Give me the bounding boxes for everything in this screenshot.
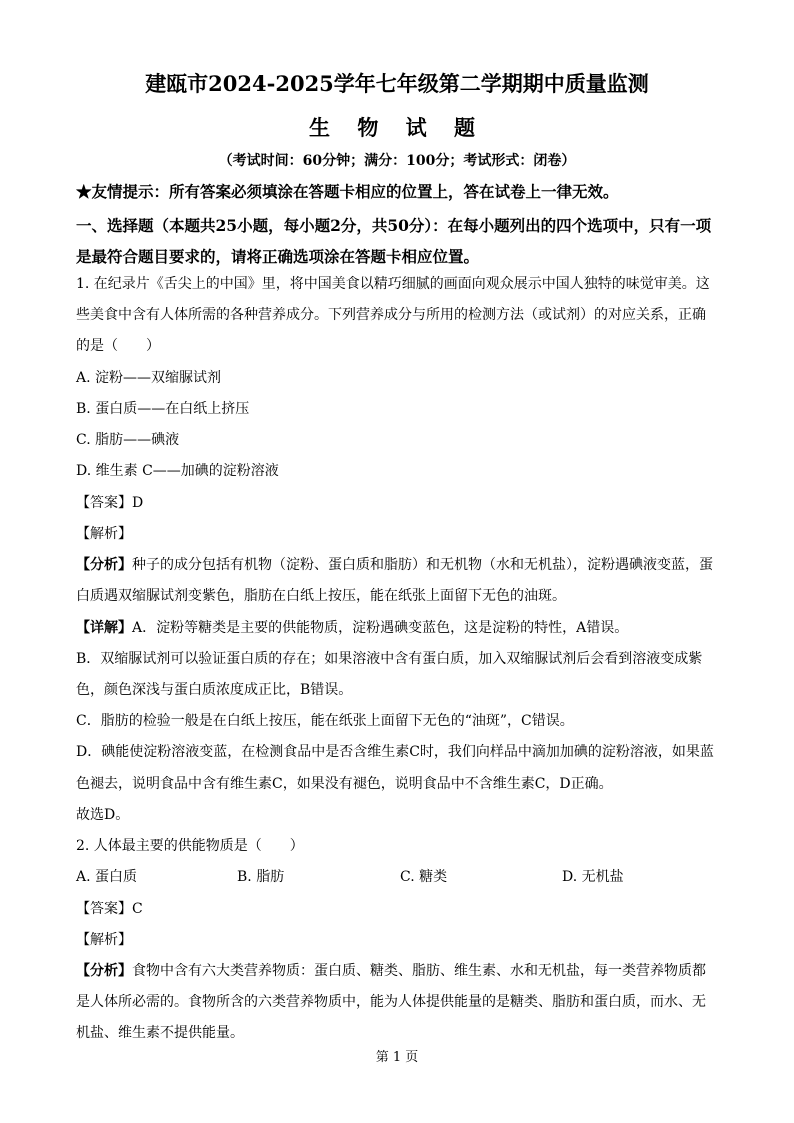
q1-option-b: B. 蛋白质——在白纸上挤压 xyxy=(76,401,250,417)
exam-title: 建瓯市2024-2025学年七年级第二学期期中质量监测 xyxy=(145,71,649,96)
q2-fenxi-line-3: 机盐、维生素不提供能量。 xyxy=(76,1025,244,1041)
q1-xiangjie-line-3: 色，颜色深浅与蛋白质浓度成正比，B错误。 xyxy=(76,682,353,698)
q2-stem: 2. 人体最主要的供能物质是（ ） xyxy=(76,838,304,854)
fenxi-tag: 【分析】 xyxy=(76,963,132,979)
q1-conclusion: 故选D。 xyxy=(76,807,130,823)
section-heading: 一、选择题（本题共25小题，每小题2分，共50分）：在每小题列出的四个选项中，只有一项是最符合题目要求的，请将正确选项涂在答题卡相应位置。 xyxy=(76,216,712,266)
q1-option-c: C. 脂肪——碘液 xyxy=(76,432,180,448)
q1-xiangjie-line-5: D．碘能使淀粉溶液变蓝，在检测食品中是否含维生素C时，我们向样品中滴加加碘的淀粉溶液，如果蓝 xyxy=(76,744,714,760)
friendly-tip: ★友情提示：所有答案必须填涂在答题卡相应的位置上，答在试卷上一律无效。 xyxy=(76,182,619,201)
q2-answer: 【答案】C xyxy=(76,901,143,917)
q2-analysis-label: 【解析】 xyxy=(76,932,132,948)
q1-fenxi-line-1 xyxy=(76,555,713,575)
q1-answer: 【答案】D xyxy=(76,495,144,511)
q2-option-a: A. 蛋白质 xyxy=(76,869,138,885)
q1-fenxi-line-2: 白质遇双缩脲试剂变紫色，脂肪在白纸上按压，能在纸张上面留下无色的油斑。 xyxy=(76,588,566,604)
q2-fenxi-line-1 xyxy=(76,961,706,981)
q2-option-b: B. 脂肪 xyxy=(237,869,285,885)
q1-xiangjie-line-1 xyxy=(76,618,628,638)
exam-info: （考试时间：60分钟；满分：100分；考试形式：闭卷） xyxy=(218,153,576,169)
q1-analysis-label: 【解析】 xyxy=(76,526,132,542)
q2-option-c: C. 糖类 xyxy=(400,869,448,885)
subject-title: 生 物 试 题 xyxy=(309,115,485,140)
q1-xiangjie-line-2: B．双缩脲试剂可以验证蛋白质的存在；如果溶液中含有蛋白质，加入双缩脲试剂后会看到溶液变成紫 xyxy=(76,651,703,667)
q1-xiangjie-line-6: 色褪去，说明食品中含有维生素C，如果没有褪色，说明食品中不含维生素C，D正确。 xyxy=(76,776,613,792)
q2-fenxi-line-2: 是人体所必需的。食物所含的六类营养物质中，能为人体提供能量的是糖类、脂肪和蛋白质，而水、无 xyxy=(76,994,706,1010)
q1-stem-line-3: 的是（ ） xyxy=(76,338,160,354)
xiangjie-text: A．淀粉等糖类是主要的供能物质，淀粉遇碘变蓝色，这是淀粉的特性，A错误。 xyxy=(132,620,629,636)
page-number: 第 1 页 xyxy=(375,1050,419,1065)
fenxi-tag: 【分析】 xyxy=(76,557,132,573)
q1-xiangjie-line-4: C．脂肪的检验一般是在白纸上按压，能在纸张上面留下无色的“油斑”，C错误。 xyxy=(76,713,574,729)
q1-option-a: A. 淀粉——双缩脲试剂 xyxy=(76,370,222,386)
q1-option-d: D. 维生素 C——加碘的淀粉溶液 xyxy=(76,463,279,479)
q1-stem-line-1: 1. 在纪录片《舌尖上的中国》里，将中国美食以精巧细腻的画面向观众展示中国人独特的味觉审美。这 xyxy=(76,276,710,292)
xiangjie-tag: 【详解】 xyxy=(76,620,132,636)
fenxi-text: 种子的成分包括有机物（淀粉、蛋白质和脂肪）和无机物（水和无机盐），淀粉遇碘液变蓝，蛋 xyxy=(132,557,713,573)
q2-option-d: D. 无机盐 xyxy=(562,869,624,885)
fenxi-text: 食物中含有六大类营养物质：蛋白质、糖类、脂肪、维生素、水和无机盐，每一类营养物质都 xyxy=(132,963,706,979)
q1-stem-line-2: 些美食中含有人体所需的各种营养成分。下列营养成分与所用的检测方法（或试剂）的对应关系，正确 xyxy=(76,307,706,323)
